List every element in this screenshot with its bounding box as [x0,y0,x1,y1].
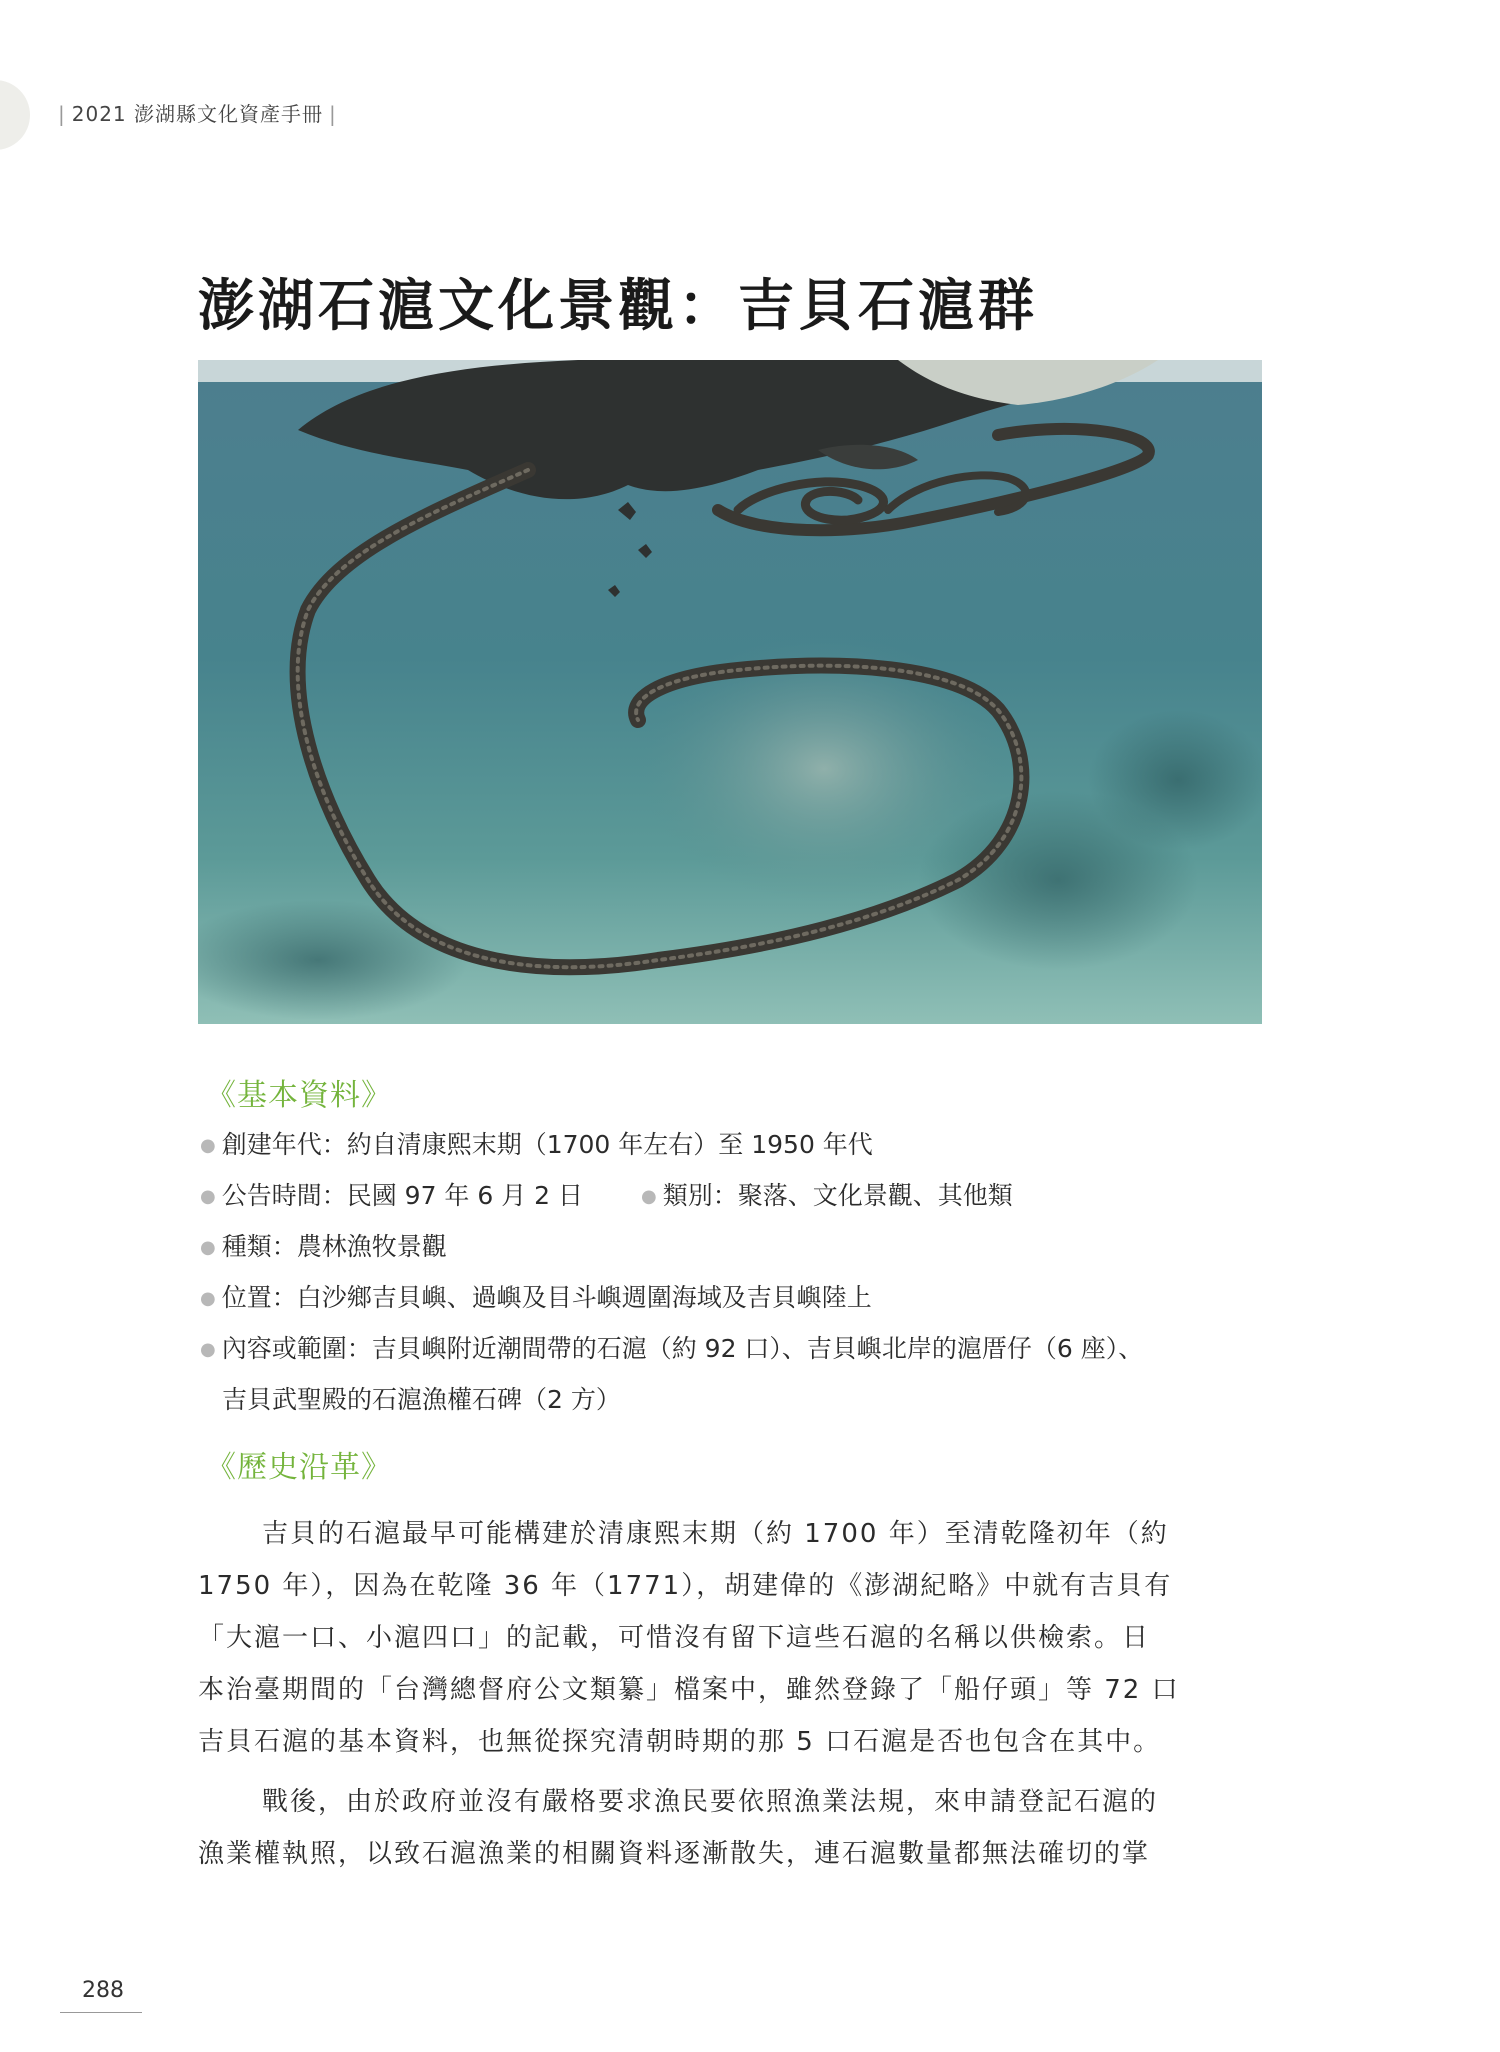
info-row-founded [200,1120,1280,1171]
stone-weir-aerial-photo [198,360,1262,1024]
bullet-icon: ● [200,1339,216,1360]
info-row-scope [200,1324,1280,1375]
info-row-location [200,1273,1280,1324]
history-body [198,1508,1264,1888]
history-line: 「大滬一口、小滬四口」的記載，可惜沒有留下這些石滬的名稱以供檢索。日 [198,1623,1151,1653]
info-founded: 創建年代：約自清康熙末期（1700 年左右）至 1950 年代 [221,1130,873,1159]
bullet-icon: ● [641,1186,657,1207]
page-number: 288 [82,1978,124,2003]
header-bar-left: | [58,102,66,126]
info-scope: 內容或範圍：吉貝嶼附近潮間帶的石滬（約 92 口）、吉貝嶼北岸的滬厝仔（6 座）、 [221,1334,1144,1363]
bullet-icon: ● [200,1135,216,1156]
history-line: 戰後，由於政府並沒有嚴格要求漁民要依照漁業法規，來申請登記石滬的 [262,1787,1159,1817]
info-announced: 公告時間：民國 97 年 6 月 2 日 [221,1181,584,1210]
page-number-rule [60,2012,142,2013]
corner-tab [0,80,30,150]
basic-info-list [200,1120,1280,1425]
basic-info-heading: 《基本資料》 [206,1078,392,1113]
info-scope-continued: 吉貝武聖殿的石滬漁權石碑（2 方） [222,1385,621,1414]
history-heading: 《歷史沿革》 [206,1450,392,1485]
bullet-icon: ● [200,1237,216,1258]
info-row-scope-continued [200,1375,1280,1425]
history-line: 吉貝的石滬最早可能構建於清康熙末期（約 1700 年）至清乾隆初年（約 [262,1519,1169,1549]
history-line: 本治臺期間的「台灣總督府公文類纂」檔案中，雖然登錄了「船仔頭」等 72 口 [198,1675,1180,1705]
reef-patch [1088,710,1262,850]
page-title: 澎湖石滬文化景觀：吉貝石滬群 [198,273,1038,339]
info-row-announced [200,1171,1280,1222]
info-location: 位置：白沙鄉吉貝嶼、過嶼及目斗嶼週圍海域及吉貝嶼陸上 [221,1283,872,1312]
history-line: 吉貝石滬的基本資料，也無從探究清朝時期的那 5 口石滬是否也包含在其中。 [198,1727,1162,1757]
history-line: 漁業權執照，以致石滬漁業的相關資料逐漸散失，連石滬數量都無法確切的掌 [198,1839,1151,1869]
info-row-type [200,1222,1280,1273]
history-line: 1750 年），因為在乾隆 36 年（1771），胡建偉的《澎湖紀略》中就有吉貝有 [198,1571,1173,1601]
history-paragraph-1 [198,1508,1264,1768]
info-type: 種類：農林漁牧景觀 [221,1232,447,1261]
bullet-icon: ● [200,1288,216,1309]
header-bar-right: | [329,102,337,126]
history-paragraph-2 [198,1776,1264,1880]
running-title: 2021 澎湖縣文化資產手冊 [71,102,324,126]
info-category: 類別：聚落、文化景觀、其他類 [662,1181,1013,1210]
running-header [52,98,343,127]
bullet-icon: ● [200,1186,216,1207]
